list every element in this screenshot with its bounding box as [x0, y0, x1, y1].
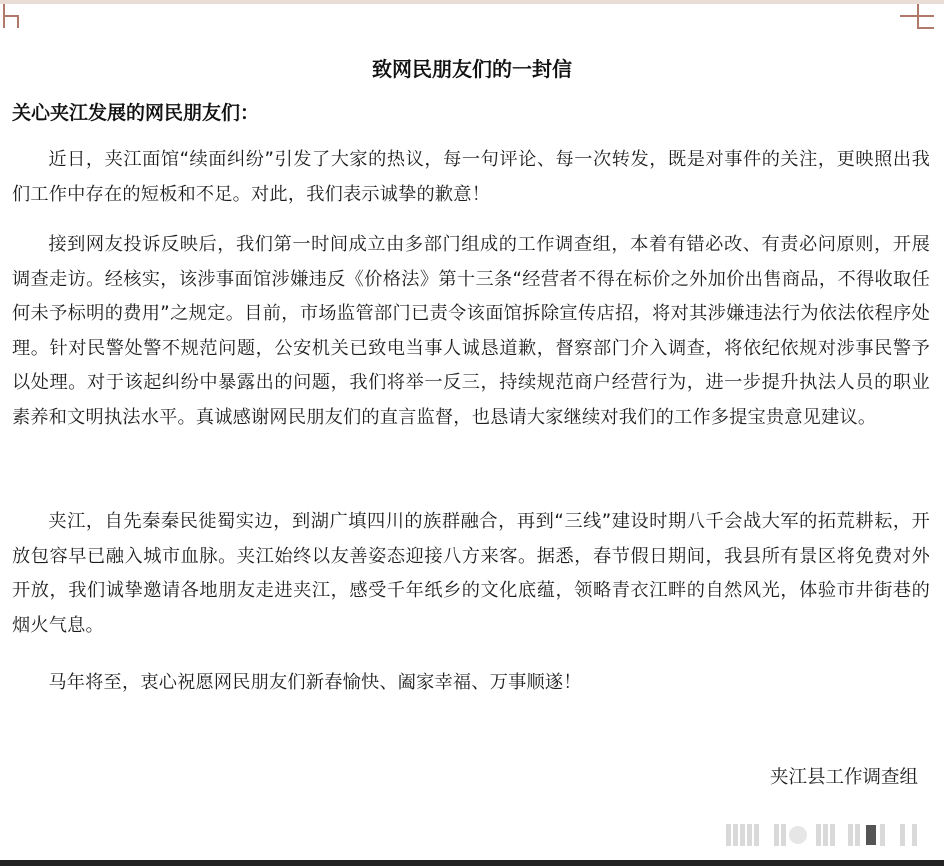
letter-paragraph-1: 近日，夹江面馆“续面纠纷”引发了大家的热议，每一句评论、每一次转发，既是对事件的关注，更映照出我们工作中存在的短板和不足。对此，我们表示诚挚的歉意！: [12, 149, 930, 205]
letter-paragraph-4: 马年将至，衷心祝愿网民朋友们新春愉快、阖家幸福、万事顺遂！: [48, 672, 582, 693]
letter-paragraph-3: 夹江，自先秦秦民徙蜀实边，到湖广填四川的族群融合，再到“三线”建设时期八千会战大军的拓荒耕耘，开放包容早已融入城市血脉。夹江始终以友善姿态迎接八方来客。据悉，春节假日期间，我县所有景区将免费对外开放，我们诚挚邀请各地朋友走进夹江，感受千年纸乡的文化底蕴，领略青衣江畔的自然风光，体验市井街巷的烟火气息。: [12, 511, 930, 636]
letter-title: 致网民朋友们的一封信: [372, 57, 572, 81]
letter-paragraph-2: 接到网友投诉反映后，我们第一时间成立由多部门组成的工作调查组，本着有错必改、有责必问原则，开展调查走访。经核实，该涉事面馆涉嫌违反《价格法》第十三条“经营者不得在标价之外加价出售商品，不得收取任何未予标明的费用”之规定。目前，市场监管部门已责令该面馆拆除宣传店招，将对其涉嫌违法行为依法依程序处理。针对民警处警不规范问题，公安机关已致电当事人诚恳道歉，督察部门介入调查，将依纪依规对涉事民警予以处理。对于该起纠纷中暴露出的问题，我们将举一反三，持续规范商户经营行为，进一步提升执法人员的职业素养和文明执法水平。真诚感谢网民朋友们的直言监督，也恳请大家继续对我们的工作多提宝贵意见建议。: [12, 234, 930, 428]
top-rule: [0, 0, 944, 4]
corner-ornament-right-icon: [898, 2, 938, 32]
letter-signature: 夹江县工作调查组: [769, 767, 918, 788]
signal-bars-icon: [724, 820, 922, 850]
corner-ornament-left-icon: [0, 2, 40, 32]
bottom-bar: [0, 860, 944, 866]
letter-salutation: 关心夹江发展的网民朋友们：: [12, 102, 260, 124]
